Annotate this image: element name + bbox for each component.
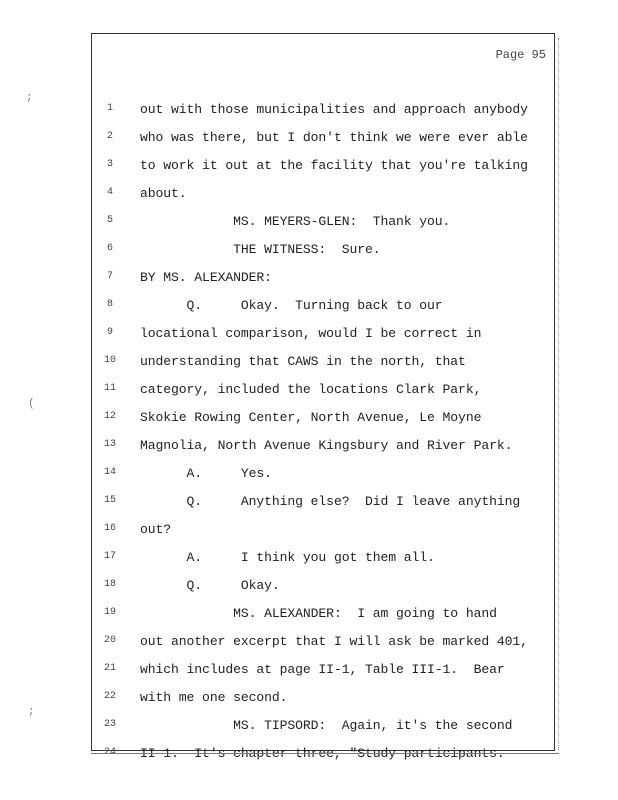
transcript-page: [91, 33, 555, 761]
line-text: II-1. It's chapter three, "Study participants.: [140, 746, 505, 761]
line-number: 24: [103, 747, 116, 758]
line-text: MS. MEYERS-GLEN: Thank you.: [140, 214, 451, 229]
transcript-line: [92, 578, 556, 600]
transcript-line: [92, 662, 556, 684]
line-text: which includes at page II-1, Table III-1. Bear: [140, 662, 505, 677]
line-number: 8: [106, 299, 113, 310]
line-number: 21: [103, 663, 116, 674]
line-number: 14: [103, 467, 116, 478]
line-text: about.: [140, 186, 187, 201]
line-text: Q. Okay. Turning back to our: [140, 298, 443, 313]
transcript-line: [92, 690, 556, 712]
transcript-line: [92, 130, 556, 152]
transcript-line: [92, 522, 556, 544]
line-text: category, included the locations Clark Park,: [140, 382, 482, 397]
transcript-line: [92, 410, 556, 432]
line-number: 16: [103, 523, 116, 534]
transcript-line: [92, 158, 556, 180]
transcript-line: [92, 382, 556, 404]
transcript-line: [92, 298, 556, 320]
margin-mark: ;: [26, 92, 33, 104]
transcript-line: [92, 634, 556, 656]
line-number: 12: [103, 411, 116, 422]
transcript-line: [92, 494, 556, 516]
page-number: Page 95: [495, 48, 546, 62]
line-number: 22: [103, 691, 116, 702]
line-text: who was there, but I don't think we were ever able: [140, 130, 528, 145]
line-text: to work it out at the facility that you're talking: [140, 158, 528, 173]
line-text: A. I think you got them all.: [140, 550, 435, 565]
line-text: locational comparison, would I be correct in: [140, 326, 482, 341]
line-text: out with those municipalities and approach anybody: [140, 102, 528, 117]
line-number: 4: [106, 187, 113, 198]
transcript-line: [92, 606, 556, 628]
line-text: Q. Okay.: [140, 578, 280, 593]
transcript-line: [92, 242, 556, 264]
line-number: 10: [103, 355, 116, 366]
line-number: 6: [106, 243, 113, 254]
line-number: 20: [103, 635, 116, 646]
line-text: out another excerpt that I will ask be marked 401,: [140, 634, 528, 649]
line-number: 13: [103, 439, 116, 450]
line-number: 3: [106, 159, 113, 170]
transcript-line: [92, 746, 556, 768]
bottom-rule: [91, 753, 559, 754]
line-number: 9: [106, 327, 113, 338]
transcript-line: [92, 186, 556, 208]
line-text: A. Yes.: [140, 466, 272, 481]
line-number: 7: [106, 271, 113, 282]
line-text: MS. TIPSORD: Again, it's the second: [140, 718, 513, 733]
line-text: Q. Anything else? Did I leave anything: [140, 494, 521, 509]
transcript-line: [92, 550, 556, 572]
transcript-line: [92, 354, 556, 376]
transcript-line: [92, 102, 556, 124]
transcript-line: [92, 466, 556, 488]
line-number: 18: [103, 579, 116, 590]
transcript-line: [92, 438, 556, 460]
line-text: out?: [140, 522, 172, 537]
transcript-line: [92, 718, 556, 740]
margin-mark: ;: [28, 706, 35, 718]
line-text: BY MS. ALEXANDER:: [140, 270, 272, 285]
transcript-line: [92, 270, 556, 292]
line-text: understanding that CAWS in the north, that: [140, 354, 466, 369]
line-text: with me one second.: [140, 690, 288, 705]
line-number: 19: [103, 607, 116, 618]
line-text: Magnolia, North Avenue Kingsbury and River Park.: [140, 438, 513, 453]
line-text: THE WITNESS: Sure.: [140, 242, 381, 257]
transcript-line: [92, 214, 556, 236]
line-text: MS. ALEXANDER: I am going to hand: [140, 606, 497, 621]
line-text: Skokie Rowing Center, North Avenue, Le Moyne: [140, 410, 482, 425]
transcript-line: [92, 326, 556, 348]
line-number: 2: [106, 131, 113, 142]
line-number: 23: [103, 719, 116, 730]
line-number: 17: [103, 551, 116, 562]
line-number: 5: [106, 215, 113, 226]
line-number: 1: [106, 103, 113, 114]
margin-mark: (: [28, 398, 35, 410]
line-number: 15: [103, 495, 116, 506]
line-number: 11: [103, 383, 116, 394]
